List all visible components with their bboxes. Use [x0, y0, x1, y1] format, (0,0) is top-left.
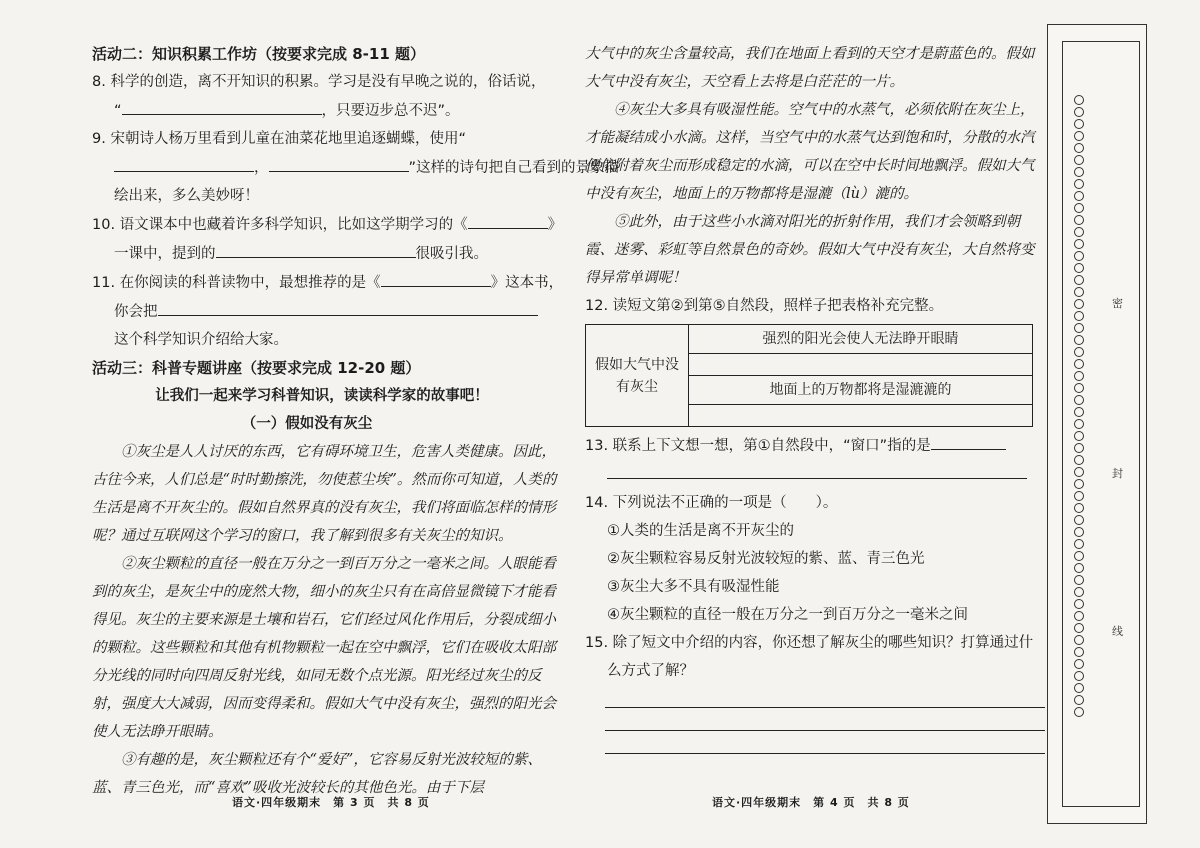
q15-line1: 15. 除了短文中介绍的内容，你还想了解灰尘的哪些知识？打算通过什: [585, 635, 1034, 651]
q8-line1: 8. 科学的创造，离不开知识的积累。学习是没有早晚之说的，俗话说，: [92, 74, 546, 90]
binding-margin: [1047, 24, 1147, 824]
q12-prompt: 12. 读短文第②到第⑤自然段，照样子把表格补充完整。: [585, 298, 944, 314]
q14-option[interactable]: ③灰尘大多不具有吸湿性能: [607, 579, 780, 595]
q12-table-answer-row[interactable]: [689, 354, 1033, 376]
binding-hole: [1074, 311, 1084, 321]
binding-hole: [1074, 491, 1084, 501]
q12-table: [585, 324, 1033, 427]
binding-hole: [1074, 239, 1084, 249]
q14-option[interactable]: ①人类的生活是离不开灰尘的: [607, 523, 794, 539]
q9-line3: 绘出来，多么美妙呀！: [114, 188, 259, 204]
binding-char-mi: 密: [1112, 297, 1123, 310]
q11-book-blank[interactable]: [381, 268, 491, 287]
page-footer-right: 语文·四年级期末 第 4 页 共 8 页: [712, 796, 910, 809]
answer-line[interactable]: [605, 708, 1045, 731]
binding-hole: [1074, 707, 1084, 717]
binding-hole: [1074, 335, 1084, 345]
binding-hole: [1074, 359, 1084, 369]
q9-line1: 9. 宋朝诗人杨万里看到儿童在油菜花地里追逐蝴蝶，使用“: [92, 131, 466, 147]
passage-paragraph-3-cont: 大气中的灰尘含量较高，我们在地面上看到的天空才是蔚蓝色的。假如大气中没有灰尘，天空看上去将是白茫茫的一片。: [585, 46, 1035, 90]
binding-hole: [1074, 431, 1084, 441]
passage-paragraph-3: ③有趣的是，灰尘颗粒还有个“爱好”，它容易反射光波较短的紫、蓝、青三色光，而“喜欢”吸收光波较长的其他色光。由于下层: [92, 752, 542, 796]
passage-title: （一）假如没有灰尘: [241, 416, 373, 432]
binding-hole: [1074, 659, 1084, 669]
binding-hole: [1074, 575, 1084, 585]
binding-hole: [1074, 503, 1084, 513]
binding-hole: [1074, 623, 1084, 633]
q15-answer-lines[interactable]: [585, 685, 1045, 754]
q14-option[interactable]: ④灰尘颗粒的直径一般在万分之一到百万分之一毫米之间: [607, 607, 968, 623]
passage-paragraph-1: ①灰尘是人人讨厌的东西，它有碍环境卫生，危害人类健康。因此，古往今来，人们总是“时时勤擦洗，勿使惹尘埃”。然而你可知道，人类的生活是离不开灰尘的。假如自然界真的没有灰尘，我们将面临怎样的情形呢？通过互联网这个学习的窗口，我了解到很多有关灰尘的知识。: [92, 444, 557, 544]
binding-hole: [1074, 455, 1084, 465]
binding-hole: [1074, 467, 1084, 477]
binding-hole: [1074, 227, 1084, 237]
binding-hole: [1074, 479, 1084, 489]
q10-line2: 一课中，提到的 很吸引我。: [92, 239, 562, 268]
q10-line1: 10. 语文课本中也藏着许多科学知识，比如这学期学习的《 》: [92, 210, 562, 239]
q14-option[interactable]: ②灰尘颗粒容易反射光波较短的紫、蓝、青三色光: [607, 551, 925, 567]
activity2-title: 活动二：知识积累工作坊（按要求完成 8-11 题）: [92, 45, 425, 63]
q8-answer-blank[interactable]: [122, 96, 322, 115]
q11-line1: 11. 在你阅读的科普读物中，最想推荐的是《 》这本书，: [92, 268, 562, 297]
binding-hole: [1074, 215, 1084, 225]
binding-hole-column: [1074, 95, 1086, 719]
binding-hole: [1074, 695, 1084, 705]
binding-hole: [1074, 419, 1084, 429]
binding-hole: [1074, 263, 1084, 273]
q12-table-row: 地面上的万物都将是湿漉漉的: [689, 376, 1033, 405]
activity3-title: 活动三：科普专题讲座（按要求完成 12-20 题）: [92, 359, 421, 377]
binding-hole: [1074, 95, 1084, 105]
q12-table-answer-row[interactable]: [689, 405, 1033, 427]
q13-answer-blank-2[interactable]: [607, 460, 1027, 479]
q13-answer-blank[interactable]: [931, 431, 1006, 450]
binding-hole: [1074, 587, 1084, 597]
q10-lesson-blank[interactable]: [468, 210, 548, 229]
left-page-content: [92, 40, 620, 802]
binding-hole: [1074, 395, 1084, 405]
right-page-content: [585, 40, 1045, 754]
binding-hole: [1074, 647, 1084, 657]
binding-hole: [1074, 119, 1084, 129]
binding-hole: [1074, 203, 1084, 213]
binding-char-xian: 线: [1112, 625, 1123, 638]
binding-hole: [1074, 179, 1084, 189]
binding-hole: [1074, 143, 1084, 153]
binding-hole: [1074, 563, 1084, 573]
binding-hole: [1074, 671, 1084, 681]
q9-answer-blank-1[interactable]: [114, 153, 254, 172]
binding-hole: [1074, 443, 1084, 453]
passage-paragraph-4: ④灰尘大多具有吸湿性能。空气中的水蒸气，必须依附在灰尘上，才能凝结成小水滴。这样，当空气中的水蒸气达到饱和时，分散的水汽便依附着灰尘而形成稳定的水滴，可以在空中长时间地飘浮。假如大气中没有灰尘，地面上的万物都将是湿漉（lù）漉的。: [585, 102, 1035, 202]
binding-hole: [1074, 551, 1084, 561]
binding-hole: [1074, 599, 1084, 609]
page-footer-left: 语文·四年级期末 第 3 页 共 8 页: [232, 796, 430, 809]
section-intro: 让我们一起来学习科普知识，读读科学家的故事吧！: [155, 388, 489, 404]
answer-line[interactable]: [605, 685, 1045, 708]
binding-hole: [1074, 107, 1084, 117]
answer-line[interactable]: [605, 731, 1045, 754]
binding-hole: [1074, 527, 1084, 537]
q15-line2: 么方式了解？: [607, 663, 694, 679]
binding-hole: [1074, 287, 1084, 297]
q10-knowledge-blank[interactable]: [216, 239, 416, 258]
binding-hole: [1074, 383, 1084, 393]
binding-hole: [1074, 371, 1084, 381]
binding-char-feng: 封: [1112, 467, 1123, 480]
passage-paragraph-2: ②灰尘颗粒的直径一般在万分之一到百万分之一毫米之间。人眼能看到的灰尘，是灰尘中的庞然大物，细小的灰尘只有在高倍显微镜下才能看得见。灰尘的主要来源是土壤和岩石，它们经过风化作用后，分裂成细小的颗粒。这些颗粒和其他有机物颗粒一起在空中飘浮，它们在吸收太阳部分光线的同时向四周反射光线，如同无数个点光源。阳光经过灰尘的反射，强度大大减弱，因而变得柔和。假如大气中没有灰尘，强烈的阳光会使人无法睁开眼睛。: [92, 556, 556, 740]
binding-hole: [1074, 683, 1084, 693]
q9-line2: ， ”这样的诗句把自己看到的景象描: [92, 153, 562, 182]
binding-hole: [1074, 131, 1084, 141]
binding-hole: [1074, 323, 1084, 333]
binding-hole: [1074, 635, 1084, 645]
binding-hole: [1074, 515, 1084, 525]
q11-knowledge-blank[interactable]: [158, 297, 538, 316]
binding-hole: [1074, 275, 1084, 285]
binding-hole: [1074, 251, 1084, 261]
q12-table-label: 假如大气中没 有灰尘: [586, 325, 689, 427]
binding-hole: [1074, 191, 1084, 201]
q12-table-row: 强烈的阳光会使人无法睁开眼睛: [689, 325, 1033, 354]
binding-hole: [1074, 167, 1084, 177]
q13-line2: [585, 460, 1045, 489]
binding-hole: [1074, 347, 1084, 357]
passage-paragraph-5: ⑤此外，由于这些小水滴对阳光的折射作用，我们才会领略到朝霞、迷雾、彩虹等自然景色的奇妙。假如大气中没有灰尘，大自然将变得异常单调呢！: [585, 214, 1035, 286]
q9-answer-blank-2[interactable]: [269, 153, 409, 172]
q14-prompt: 14. 下列说法不正确的一项是（ ）。: [585, 495, 838, 511]
q11-line3: 这个科学知识介绍给大家。: [114, 332, 288, 348]
q13-line1: 13. 联系上下文想一想，第①自然段中，“窗口”指的是: [585, 431, 1045, 460]
binding-hole: [1074, 155, 1084, 165]
binding-hole: [1074, 299, 1084, 309]
binding-hole: [1074, 539, 1084, 549]
binding-hole: [1074, 407, 1084, 417]
q8-line2: “ ，只要迈步总不迟”。: [92, 96, 562, 125]
q11-line2: 你会把: [92, 297, 562, 326]
binding-hole: [1074, 611, 1084, 621]
